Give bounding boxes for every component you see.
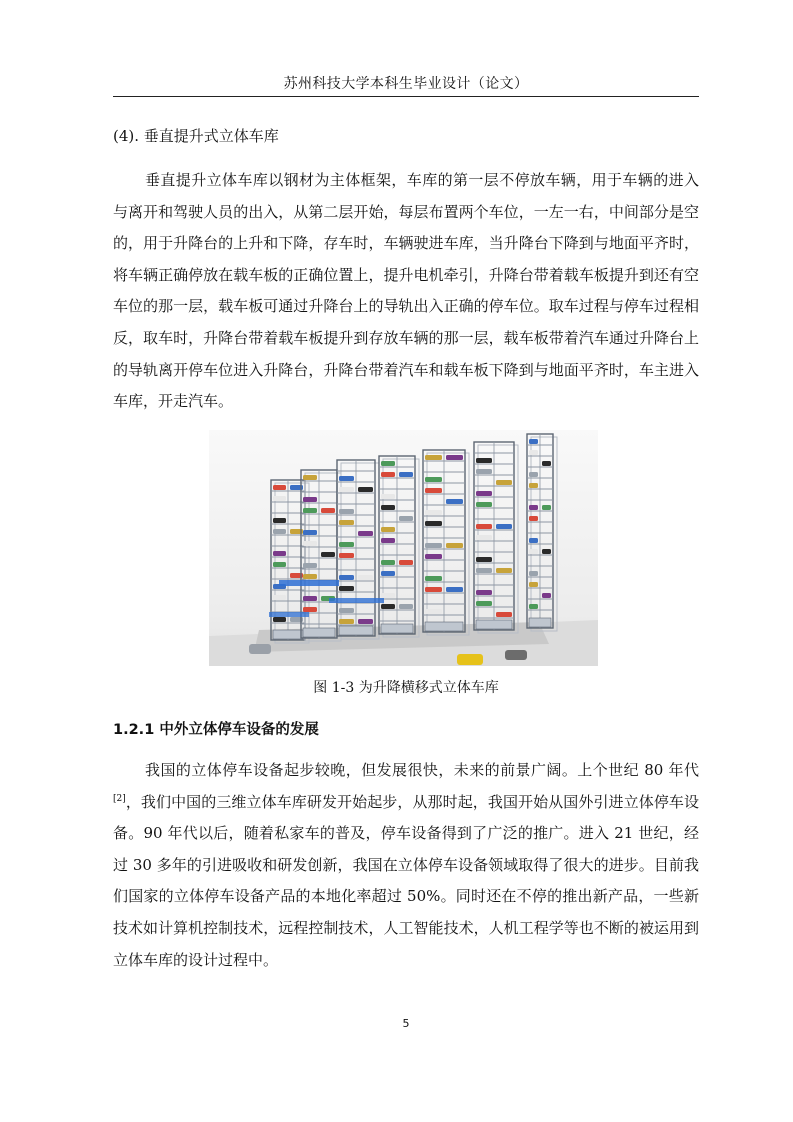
parked-car bbox=[529, 439, 538, 444]
parked-car bbox=[273, 595, 286, 600]
parked-car bbox=[381, 571, 395, 576]
paragraph-text-part2: ，我们中国的三维立体车库研发开始起步，从那时起，我国开始从国外引进立体停车设备。90 年代以后，随着私家车的普及，停车设备得到了广泛的推广。进入 21 世纪，经过 30 多年的引进吸收和研发创新，我国在立体停车设备领域取得了很大的进步。目前我们国家的立体停车设备产品的本地化率超过 50%。同时还在不停的推出新产品，一些新技术如计算机控制技术，远程控制技术，人工智能技术，人机工程学等也不断的被运用到立体车库的设计过程中。 bbox=[113, 792, 699, 969]
parked-car bbox=[381, 472, 395, 477]
parked-car bbox=[339, 553, 354, 558]
blue-platform bbox=[269, 612, 309, 617]
parked-car bbox=[358, 487, 373, 492]
taxi-car bbox=[457, 654, 483, 665]
parked-car bbox=[399, 604, 413, 609]
parked-car bbox=[529, 604, 538, 609]
paragraph-text-part1: 我国的立体停车设备起步较晚，但发展很快，未来的前景广阔。上个世纪 80 年代 bbox=[145, 761, 699, 779]
ground-car bbox=[505, 650, 527, 660]
tower-entrance bbox=[381, 624, 413, 633]
parked-car bbox=[476, 458, 492, 463]
parked-car bbox=[381, 527, 395, 532]
parked-car bbox=[476, 502, 492, 507]
parked-car bbox=[476, 601, 492, 606]
parked-car bbox=[425, 488, 442, 493]
parking-tower bbox=[337, 460, 379, 639]
parked-car bbox=[529, 571, 538, 576]
parked-car bbox=[339, 476, 354, 481]
parked-car bbox=[381, 494, 395, 499]
tower-entrance bbox=[273, 630, 303, 639]
parked-car bbox=[303, 497, 317, 502]
parked-car bbox=[425, 576, 442, 581]
figure-caption: 图 1-3 为升降横移式立体车库 bbox=[313, 680, 499, 696]
parking-tower bbox=[423, 450, 469, 635]
parked-car bbox=[425, 543, 442, 548]
parked-car bbox=[303, 563, 317, 568]
parked-car bbox=[303, 508, 317, 513]
parked-car bbox=[399, 560, 413, 565]
parked-car bbox=[273, 518, 286, 523]
parking-tower bbox=[379, 456, 419, 637]
parked-car bbox=[358, 575, 373, 580]
parked-car bbox=[303, 574, 317, 579]
parked-car bbox=[425, 609, 442, 614]
parked-car bbox=[529, 472, 538, 477]
parked-car bbox=[381, 538, 395, 543]
parked-car bbox=[529, 516, 538, 521]
parked-car bbox=[303, 596, 317, 601]
parked-car bbox=[399, 472, 413, 477]
ground-car bbox=[249, 644, 271, 654]
page-number: 5 bbox=[402, 1017, 410, 1030]
parked-car bbox=[496, 524, 512, 529]
parked-car bbox=[358, 619, 373, 624]
parked-car bbox=[381, 461, 395, 466]
parked-car bbox=[303, 541, 317, 546]
parked-car bbox=[303, 607, 317, 612]
parked-car bbox=[542, 549, 551, 554]
parked-car bbox=[446, 455, 463, 460]
parked-car bbox=[425, 455, 442, 460]
parked-car bbox=[381, 505, 395, 510]
tower-entrance bbox=[476, 620, 512, 629]
parked-car bbox=[542, 505, 551, 510]
parked-car bbox=[529, 483, 538, 488]
parked-car bbox=[425, 587, 442, 592]
parked-car bbox=[321, 552, 335, 557]
parked-car bbox=[425, 521, 442, 526]
blue-platform bbox=[279, 580, 339, 586]
parked-car bbox=[425, 477, 442, 482]
running-header: 苏州科技大学本科生毕业设计（论文） bbox=[283, 76, 529, 92]
parked-car bbox=[381, 604, 395, 609]
tower-entrance bbox=[529, 618, 551, 627]
parked-car bbox=[529, 450, 538, 455]
tower-entrance bbox=[303, 628, 335, 637]
parked-car bbox=[339, 520, 354, 525]
parked-car bbox=[339, 542, 354, 547]
parked-car bbox=[303, 530, 317, 535]
parked-car bbox=[339, 575, 354, 580]
parked-car bbox=[529, 549, 538, 554]
header-rule bbox=[113, 96, 699, 97]
parked-car bbox=[381, 593, 395, 598]
parked-car bbox=[476, 557, 492, 562]
parked-car bbox=[529, 505, 538, 510]
parked-car bbox=[273, 617, 286, 622]
parked-car bbox=[339, 608, 354, 613]
parked-car bbox=[446, 499, 463, 504]
paragraph-vertical-lift-description: 垂直提升立体车库以钢材为主体框架，车库的第一层不停放车辆，用于车辆的进入与离开和驾驶人员的出入，从第二层开始，每层布置两个车位，一左一右，中间部分是空的，用于升降台的上升和下降，存车时，车辆驶进车库，当升降台下降到与地面平齐时，将车辆正确停放在载车板的正确位置上，提升电机牵引，升降台带着载车板提升到还有空车位的那一层，载车板可通过升降台上的导轨出入正确的停车位。取车过程与停车过程相反，取车时，升降台带着载车板提升到存放车辆的那一层，载车板带着汽车通过升降台上的导轨离开停车位进入升降台，升降台带着汽车和载车板下降到与地面平齐时，车主进入车库，开走汽车。 bbox=[113, 171, 699, 411]
parked-car bbox=[476, 590, 492, 595]
parked-car bbox=[476, 469, 492, 474]
blue-platform bbox=[329, 598, 384, 603]
subsection-title: (4). 垂直提升式立体车库 bbox=[113, 127, 279, 145]
parked-car bbox=[303, 475, 317, 480]
parking-tower bbox=[527, 434, 557, 631]
figure-parking-towers-image bbox=[209, 430, 598, 666]
parked-car bbox=[273, 485, 286, 490]
parked-car bbox=[476, 524, 492, 529]
parking-tower bbox=[271, 480, 309, 643]
parked-car bbox=[425, 554, 442, 559]
parked-car bbox=[542, 593, 551, 598]
parked-car bbox=[542, 461, 551, 466]
tower-entrance bbox=[339, 626, 373, 635]
parked-car bbox=[529, 538, 538, 543]
parked-car bbox=[339, 509, 354, 514]
parked-car bbox=[496, 480, 512, 485]
parked-car bbox=[496, 568, 512, 573]
parked-car bbox=[425, 510, 442, 515]
parked-car bbox=[273, 562, 286, 567]
citation-reference: [2] bbox=[113, 793, 126, 804]
parked-car bbox=[339, 487, 354, 492]
parked-car bbox=[321, 508, 335, 513]
parked-car bbox=[273, 551, 286, 556]
parked-car bbox=[399, 516, 413, 521]
parked-car bbox=[476, 568, 492, 573]
parked-car bbox=[446, 587, 463, 592]
parked-car bbox=[339, 586, 354, 591]
parked-car bbox=[446, 543, 463, 548]
parked-car bbox=[358, 531, 373, 536]
parked-car bbox=[476, 491, 492, 496]
parked-car bbox=[273, 529, 286, 534]
parked-car bbox=[339, 619, 354, 624]
parked-car bbox=[496, 612, 512, 617]
parked-car bbox=[273, 496, 286, 501]
parking-towers-illustration bbox=[209, 430, 598, 666]
tower-entrance bbox=[425, 622, 463, 631]
parked-car bbox=[381, 560, 395, 565]
parking-tower bbox=[474, 442, 518, 633]
parked-car bbox=[476, 535, 492, 540]
section-title: 1.2.1 中外立体停车设备的发展 bbox=[113, 722, 319, 738]
paragraph-development-history bbox=[113, 755, 699, 976]
parked-car bbox=[529, 582, 538, 587]
